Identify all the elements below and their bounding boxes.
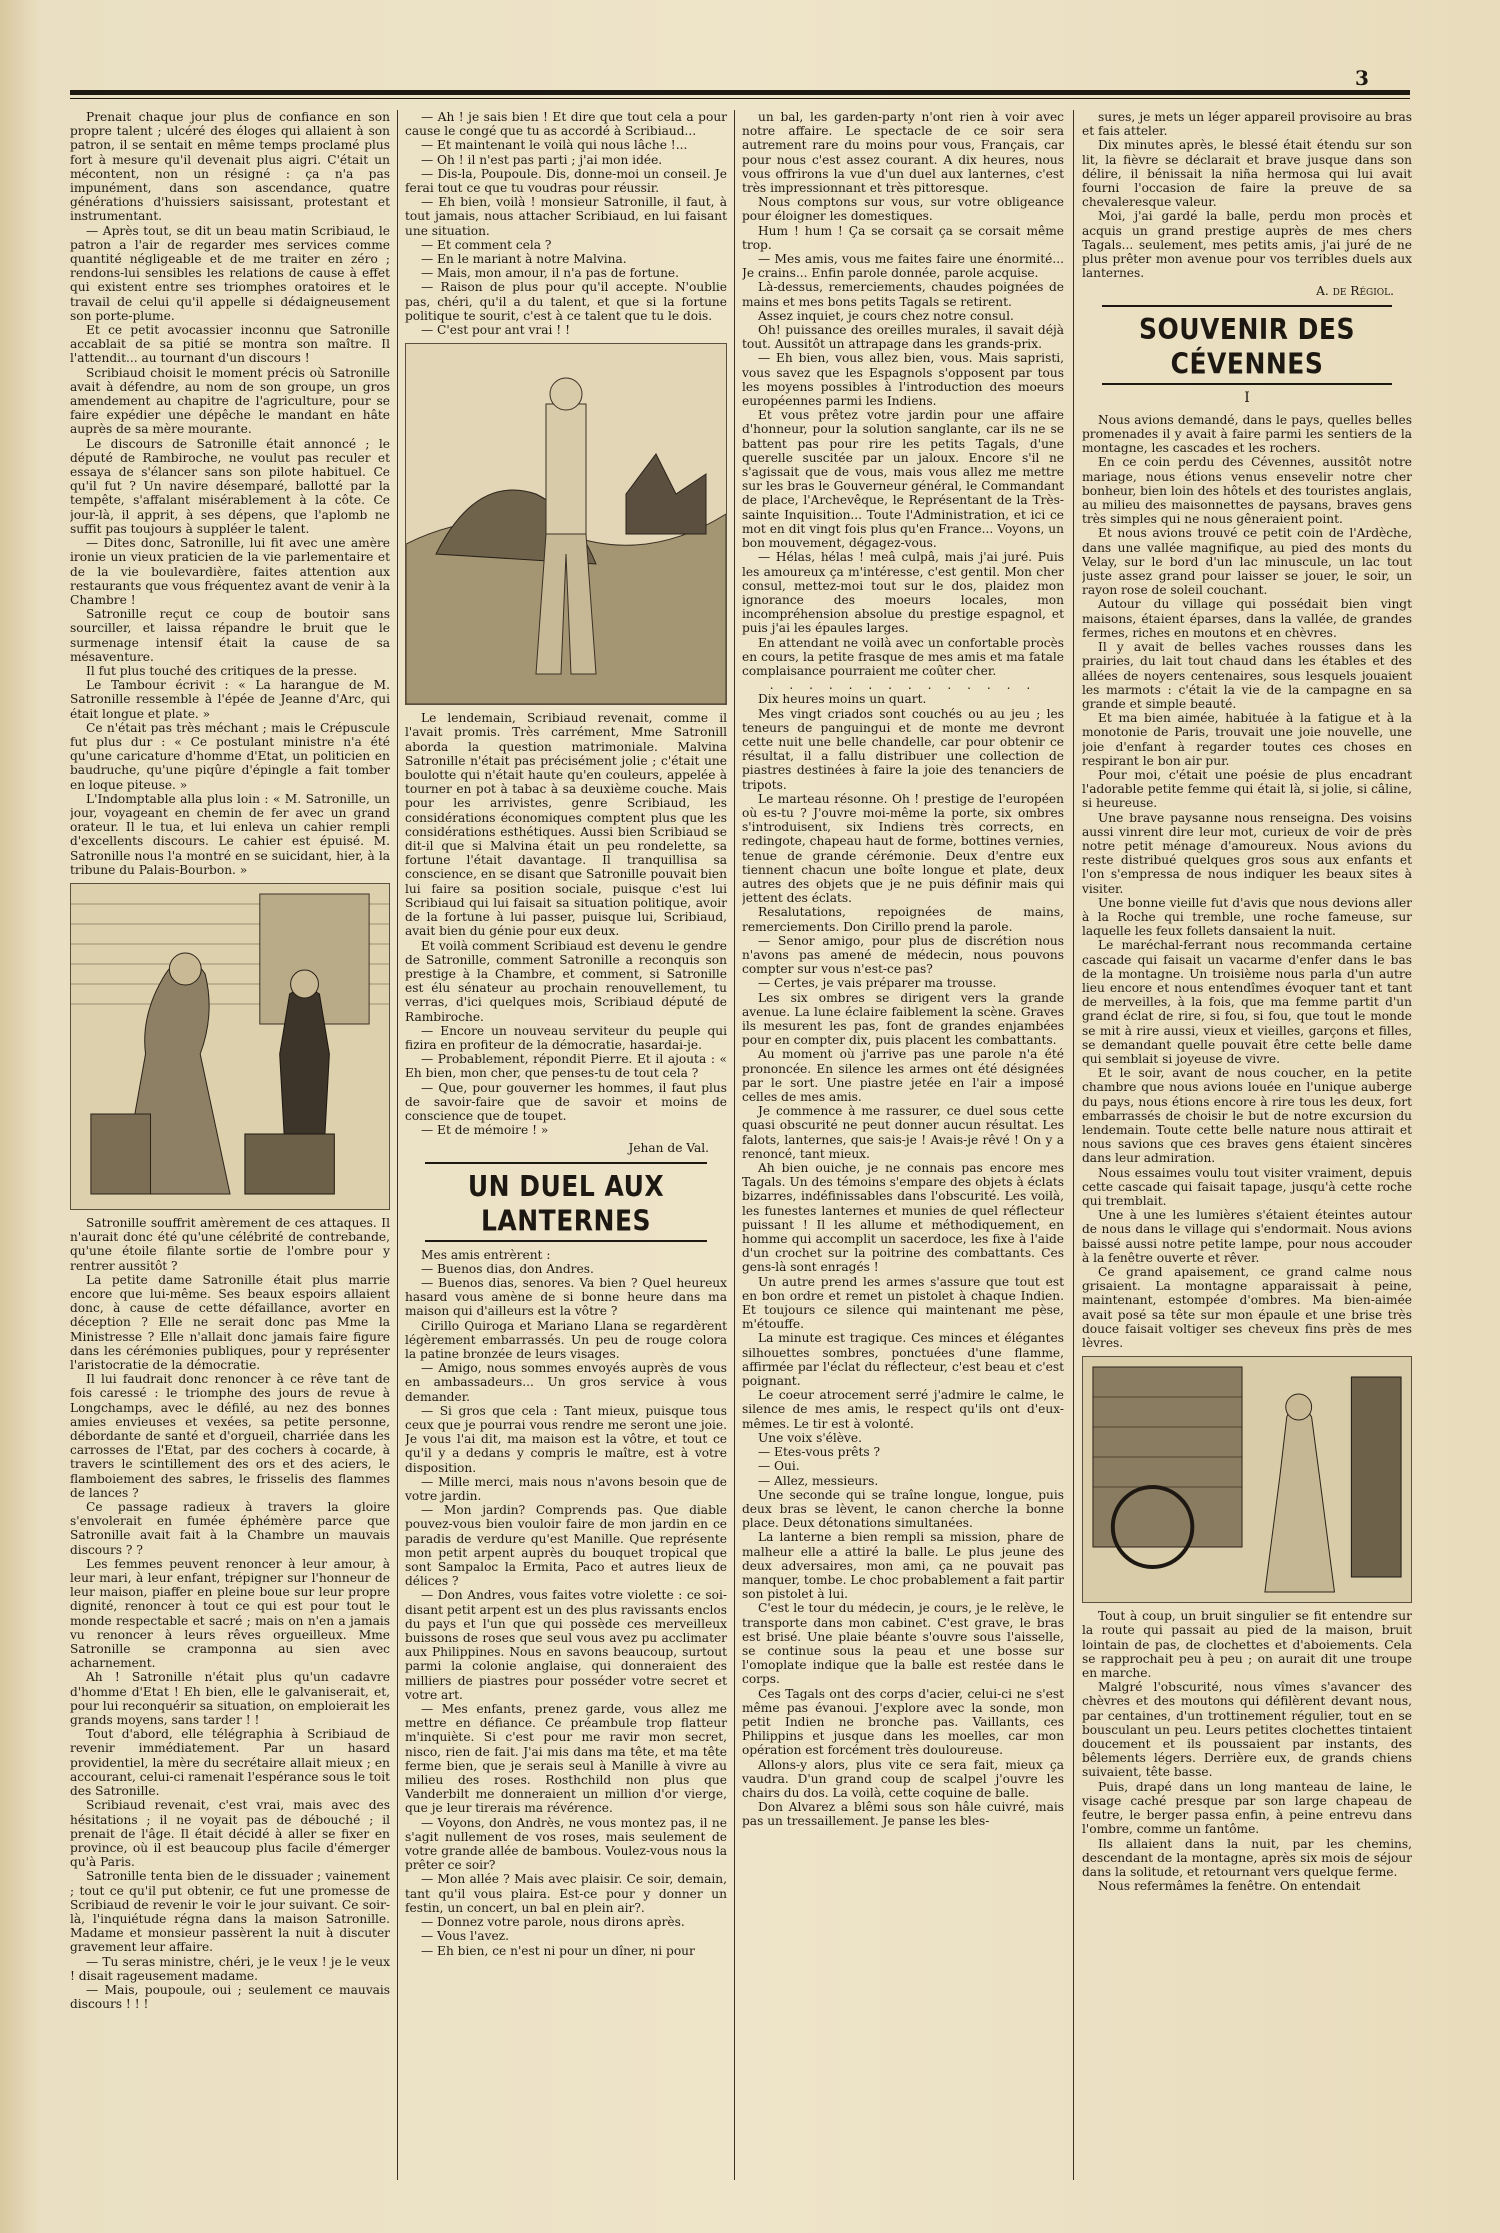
- col1-text-b: [70, 1216, 390, 2011]
- paragraph: Un autre prend les armes s'assure que tout est en bon ordre et remet un pistolet à chaque Indien. Et toujours ce silence qui maintenant me pèse, m'étouffe.: [742, 1274, 1064, 1332]
- paragraph: Les six ombres se dirigent vers la grande avenue. La lune éclaire faiblement la scène. Graves ils mesurent les pas, font de grandes enjambées pour en compter dix, puis placent les combattants.: [742, 990, 1064, 1048]
- column-2: [405, 110, 727, 2180]
- paragraph: Scribiaud choisit le moment précis où Satronille avait à défendre, au nom de son groupe, un gros amendement au chapitre de l'agriculture, pour se faire expédier une dépêche le mandant en hâte auprès de sa mère mourante.: [70, 365, 390, 437]
- paragraph: La lanterne a bien rempli sa mission, phare de malheur elle a attiré la balle. Le plus jeune des deux adversaires, mon ami, ça ne pouvait pas manquer, tombe. Le choc probablement a fait partir son pistolet à lui.: [742, 1530, 1064, 1602]
- paragraph: — Si gros que cela : Tant mieux, puisque tous ceux que je pourrai vous rendre me seront une joie. Je vous l'ai dit, ma maison est la vôtre, et tout ce qu'il y a dedans y compris le maître, est à votre disposition.: [405, 1403, 727, 1475]
- paragraph: — Don Andres, vous faites votre violette : ce soi-disant petit arpent est un des plus ravissants enclos du pays et l'un que qui possède ces merveilleux buissons de roses que seul vous avez pu acclimater aux Philippines. Nous en savons beaucoup, surtout parmi la colonie anglaise, qui donneraient des milliers de piastres pour posséder votre secret et votre art.: [405, 1588, 727, 1702]
- paragraph: Ce passage radieux à travers la gloire s'envolerait en fumée éphémère parce que Satronille avait fait à la Chambre un mauvais discours ? ?: [70, 1500, 390, 1557]
- paragraph: L'Indomptable alla plus loin : « M. Satronille, un jour, voyageant en chemin de fer avec un grand orateur. Il le tua, et lui enleva un cahier rempli d'excellents discours. Le cahier est épuisé. M. Satronille nous l'a montré en se suicidant, hier, à la tribune du Palais-Bourbon. »: [70, 791, 390, 877]
- article-heading: UN DUEL AUX LANTERNES: [467, 1169, 665, 1237]
- paragraph: Et ma bien aimée, habituée à la fatigue et à la monotonie de Paris, trouvait une joie nouvelle, une joie d'enfant à regarder toutes ces choses en respirant le bon air pur.: [1082, 711, 1412, 768]
- window-engraving-icon: [1083, 1357, 1411, 1602]
- paragraph: — Certes, je vais préparer ma trousse.: [758, 976, 997, 991]
- paragraph: Et vous prêtez votre jardin pour une affaire d'honneur, pour la solution sanglante, car ils ne se battent pas pour rire les petits Tagals, d'une querelle suscitée par un jaloux. Encore s'il ne s'agissait que de vous, mais vous allez me mettre sur les bras le Gouverneur général, le Commandant de place, l'Archevêque, le Représentant de la Très-sainte Inquisition... Toute l'Administration, et ici ce mot en dit vingt fois plus qu'en France... Voyons, un bon mouvement, dégagez-vous.: [742, 408, 1064, 551]
- header-rule: [70, 90, 1410, 95]
- paragraph: — Dites donc, Satronille, lui fit avec une amère ironie un vieux praticien de la vie parlementaire et de la vie boulevardière, faites attention aux restaurants que vous fréquentez avant de venir à la Chambre !: [70, 536, 390, 607]
- paragraph: — Buenos dias, don Andres.: [421, 1261, 594, 1276]
- paragraph: Une seconde qui se traîne longue, longue, puis deux bras se lèvent, le canon cherche la bonne place. Deux détonations simultanées.: [742, 1487, 1064, 1531]
- paragraph: Ils allaient dans la nuit, par les chemins, descendant de la montagne, après six mois de séjour dans la solitude, et retournant vers quelque ferme.: [1082, 1836, 1412, 1879]
- paragraph: — Raison de plus pour qu'il accepte. N'oublie pas, chéri, qu'il a du talent, et que si la fortune politique te sourit, c'est à ce talent que tu le dois.: [405, 280, 727, 323]
- paragraph: Et nous avions trouvé ce petit coin de l'Ardèche, dans une vallée magnifique, au pied des monts du Velay, sur le bord d'un lac minuscule, un lac tout juste assez grand pour laisser se jouer, le soir, un rayon rose de soleil couchant.: [1082, 526, 1412, 598]
- paragraph: Dix minutes après, le blessé était étendu sur son lit, la fièvre se déclarait et brave jusque dans son délire, il bénissait la niña hermosa qui lui avait fourni l'occasion de faire la preuve de sa chevaleresque valeur.: [1082, 138, 1412, 210]
- section-number: I: [1244, 389, 1250, 406]
- paragraph: — Dis-la, Poupoule. Dis, donne-moi un conseil. Je ferai tout ce que tu voudras pour réussir.: [405, 166, 727, 196]
- countryside-engraving-icon: [406, 344, 726, 704]
- paragraph: — Que, pour gouverner les hommes, il faut plus de savoir-faire que de savoir et moins de conscience que de toupet.: [405, 1080, 727, 1123]
- paragraph: Et voilà comment Scribiaud est devenu le gendre de Satronille, comment Satronille a reconquis son prestige à la Chambre, et comment, si Satronille est élu sénateur au prochain renouvellement, tu verras, d'ici quelques mois, Scribiaud député de Rambiroche.: [405, 938, 727, 1024]
- paragraph: — Encore un nouveau serviteur du peuple qui fizira en profiteur de la démocratie, hasardai-je.: [405, 1023, 727, 1052]
- paragraph: Je commence à me rassurer, ce duel sous cette quasi obscurité ne peut donner aucun résultat. Les falots, lanternes, que sais-je ! Avais-je rêvé ! On y a renoncé, tant mieux.: [742, 1104, 1064, 1161]
- paragraph: Resalutations, repoignées de mains, remerciements. Don Cirillo prend la parole.: [742, 905, 1064, 934]
- paragraph: Il lui faudrait donc renoncer à ce rêve tant de fois caressé : le triomphe des jours de revue à Longchamps, avec le défilé, au nez des bonnes amies envieuses et vexées, sa petite personne, débordante de santé et d'orgueil, charriée dans les carrosses de l'Etat, par des cochers à cocarde, à travers le scintillement des ors et des aciers, le flamboiement des sabres, le frisselis des flammes de lances ?: [70, 1372, 390, 1500]
- paragraph: Satronille reçut ce coup de boutoir sans sourciller, et laissa répandre le bruit que le surmenage intensif était la cause de sa mésaventure.: [70, 607, 390, 664]
- section-dots: . . . . . . . . . . . . . .: [769, 678, 1037, 693]
- paragraph: Prenait chaque jour plus de confiance en son propre talent ; ulcéré des éloges qui allaient à son patron, il se sentait en même temps proclamé plus fort à mesure qu'il devenait plus aigri. C'était un mécontent, non un résigné : ça n'a pas impunément, dans son ascendance, quatre générations d'huissiers saisissant, protestant et instrumentant.: [70, 110, 390, 224]
- paragraph: Scribiaud revenait, c'est vrai, mais avec des hésitations ; il ne voyait pas de débouché ; il prenait de l'âge. Il était décidé à aller se fixer en province, où il est beaucoup plus facile d'émerger qu'à Paris.: [70, 1798, 390, 1870]
- heading-rule: [1102, 305, 1392, 307]
- paragraph: Et le soir, avant de nous coucher, en la petite chambre que nous avions louée en l'unique auberge du pays, nous étions encore à rire tous les deux, fort embarrassés de choisir le but de notre excursion du lendemain. Toute cette belle nature nous attirait et nous savions que ces braves gens étaient sincères dans leur admiration.: [1082, 1066, 1412, 1166]
- paragraph: Tout à coup, un bruit singulier se fit entendre sur la route qui passait au pied de la maison, bruit lointain de pas, de clochettes et d'aboiements. Cela se rapprochait peu à peu ; on aurait dit une troupe en marche.: [1082, 1609, 1412, 1681]
- paragraph: Puis, drapé dans un long manteau de laine, le visage caché presque par son large chapeau de feutre, le berger passa enfin, à peine entrevu dans l'ombre, comme un fantôme.: [1082, 1779, 1412, 1837]
- engraving-countryside-illustration: [405, 343, 727, 705]
- paragraph: Malgré l'obscurité, nous vîmes s'avancer des chèvres et des moutons qui défilèrent devant nous, par centaines, d'un trottinement régulier, tout en se bousculant un peu. Leurs petites clochettes tintaient doucement et ils poussaient par instants, des bêlements légers. Derrière eux, de grands chiens suivaient, tête basse.: [1082, 1680, 1412, 1780]
- paragraph: — En le mariant à notre Malvina.: [421, 252, 627, 267]
- header-rule-thin: [70, 98, 1410, 99]
- paragraph: Moi, j'ai gardé la balle, perdu mon procès et acquis un grand prestige auprès de mes chers Tagals... seulement, mes petits amis, j'ai juré de ne plus prêter mon avenue pour vos terribles duels aux lanternes.: [1082, 209, 1412, 281]
- col2-text-b: [405, 711, 727, 1137]
- col4-text-a: [1082, 110, 1412, 280]
- paragraph: — Mon jardin? Comprends pas. Que diable pouvez-vous bien vouloir faire de mon jardin en ce paradis de verdure qu'est Manille. Que représente mon petit arpent auprès du bouquet tropical que sont Sampaloc la Ermita, Paco et autres lieux de délices ?: [405, 1503, 727, 1589]
- col1-text-a: [70, 110, 390, 877]
- col3-text-b: [742, 692, 1064, 1828]
- paragraph: — C'est pour ant vrai ! !: [421, 323, 570, 338]
- paragraph: — Buenos dias, senores. Va bien ? Quel heureux hasard vous amène de si bonne heure dans ma maison qui d'ailleurs est la vôtre ?: [405, 1275, 727, 1319]
- heading-rule: [1102, 383, 1392, 385]
- paragraph: un bal, les garden-party n'ont rien à voir avec notre affaire. Le spectacle de ce soir sera autrement rare du moins pour vous, Français, car pour nous c'est assez courant. A dix heures, nous vous offrirons la vue d'un duel aux lanternes, c'est très impressionnant et très pittoresque.: [742, 110, 1064, 196]
- paragraph: Nous comptons sur vous, sur votre obligeance pour éloigner les domestiques.: [742, 195, 1064, 224]
- column-4: [1082, 110, 1412, 2180]
- paragraph: Satronille tenta bien de le dissuader ; vainement ; tout ce qu'il put obtenir, ce fut une promesse de Scribiaud de revenir le voir le jour suivant. Ce soir-là, l'inquiétude régna dans la maison Satronille. Madame et monsieur passèrent la nuit à discuter gravement leur affaire.: [70, 1869, 390, 1955]
- paragraph: Allons-y alors, plus vite ce sera fait, mieux ça vaudra. D'un grand coup de scalpel j'ouvre les chairs du dos. La voilà, cette coquine de balle.: [742, 1757, 1064, 1800]
- paragraph: Ce n'était pas très méchant ; mais le Crépuscule fut plus dur : « Ce postulant ministre n'a été qu'une caricature d'homme d'Etat, un politicien en baudruche, qu'une piqûre d'épingle a fait tomber en loque piteuse. »: [70, 720, 390, 792]
- paragraph: Là-dessus, remerciements, chaudes poignées de mains et mes bons petits Tagals se retirent.: [742, 280, 1064, 309]
- heading-rule: [425, 1162, 707, 1164]
- paragraph: — Et comment cela ?: [421, 237, 552, 252]
- column-divider: [734, 110, 735, 2180]
- paragraph: — Mon allée ? Mais avec plaisir. Ce soir, demain, tant qu'il vous plaira. Est-ce pour y donner un festin, un concert, un bal en plein air?.: [405, 1872, 727, 1915]
- paragraph: Assez inquiet, je cours chez notre consul.: [758, 308, 1014, 323]
- paragraph: Il y avait de belles vaches rousses dans les prairies, du lait tout chaud dans les étables et des allées de noyers centenaires, sous lesquels jouaient les marmots : c'était la vie de la campagne en sa grande et simple beauté.: [1082, 640, 1412, 711]
- paragraph: Don Alvarez a blêmi sous son hâle cuivré, mais pas un tressaillement. Je panse les bles-: [742, 1800, 1064, 1829]
- paragraph: Les femmes peuvent renoncer à leur amour, à leur mari, à leur enfant, trépigner sur l'honneur de leur maison, piaffer en pleine boue sur leur propre dignité, renoncer à tout ce qui est pour tout le monde respectable et sacré ; mais on n'en a jamais vu renoncer à leurs rêves orgueilleux. Mme Satronille se cramponna au sien avec acharnement.: [70, 1556, 390, 1671]
- col4-text-c: [1082, 1609, 1412, 1893]
- paragraph: — Donnez votre parole, nous dirons après.: [421, 1915, 685, 1930]
- paragraph: Ces Tagals ont des corps d'acier, celui-ci ne s'est même pas évanoui. J'explore avec la sonde, mon petit Indien ne bronche pas. Vaillants, ces Philippins et jusque dans les moelles, car mon opération est forcément très douloureuse.: [742, 1686, 1064, 1758]
- paragraph: La minute est tragique. Ces minces et élégantes silhouettes sombres, ponctuées d'une flamme, affirmée par l'éclat du réflecteur, c'est beau et c'est poignant.: [742, 1331, 1064, 1389]
- paragraph: — Mais, mon amour, il n'a pas de fortune.: [421, 266, 680, 281]
- paragraph: En attendant ne voilà avec un confortable procès en cours, la petite frasque de mes amis et ma fatale complaisance pourraient me coûter cher.: [742, 635, 1064, 678]
- paragraph: C'est le tour du médecin, je cours, je le relève, le transporte dans mon cabinet. C'est grave, le bras est brisé. Une plaie béante s'ouvre sous l'aisselle, se continue sous la peau et une bosse sur l'omoplate indique que la balle est restée dans le corps.: [742, 1601, 1064, 1687]
- paragraph: Le Tambour écrivit : « La harangue de M. Satronille ressemble à l'épée de Jeanne d'Arc, qui était longue et plate. »: [70, 678, 390, 721]
- paragraph: La petite dame Satronille était plus marrie encore que lui-même. Ses beaux espoirs allaient donc, à cause de cette défaillance, avorter en déception ? Elle ne serait donc pas Mme la Ministresse ? Elle n'allait donc jamais faire figure dans les cérémonies publiques, pour y représenter l'aristocratie de la démocratie.: [70, 1272, 390, 1372]
- paragraph: Satronille souffrit amèrement de ces attaques. Il n'aurait donc été qu'une célébrité de contrebande, qu'une étoile filante sortie de l'ombre pour y rentrer aussitôt ?: [70, 1215, 390, 1273]
- article-heading: SOUVENIR DES CÉVENNES: [1139, 312, 1355, 380]
- paragraph: — Allez, messieurs.: [758, 1473, 879, 1488]
- paragraph: — Probablement, répondit Pierre. Et il ajouta : « Eh bien, mon cher, que penses-tu de tout cela ?: [405, 1052, 727, 1081]
- paragraph: Il fut plus touché des critiques de la presse.: [86, 663, 358, 678]
- paragraph: Ah bien ouiche, je ne connais pas encore mes Tagals. Un des témoins s'empare des objets à éclats bizarres, indéfinissables dans l'obscurité. Les voilà, les funestes lanternes et munies de quel réflecteur puissant ! Il les allume et méthodiquement, en homme qui accomplit un sacerdoce, les fixe à l'aide d'un crochet sur la poitrine des combattants. Ces gens-là sont enragés !: [742, 1161, 1064, 1275]
- paragraph: — Oui.: [758, 1459, 800, 1474]
- paragraph: — Vous l'avez.: [421, 1929, 509, 1944]
- paragraph: En ce coin perdu des Cévennes, aussitôt notre mariage, nous étions venus ensevelir notre cher bonheur, bien loin des hôtels et des touristes anglais, au milieu des maisonnettes de paysans, braves gens très simples qui ne nous gêneraient point.: [1082, 455, 1412, 527]
- paragraph: — Mille merci, mais nous n'avons besoin que de votre jardin.: [405, 1474, 727, 1503]
- article-signature: Jehan de Val.: [628, 1141, 709, 1156]
- column-3: [742, 110, 1064, 2180]
- column-1: [70, 110, 390, 2180]
- paragraph: Le discours de Satronille était annoncé ; le député de Rambiroche, ne voulut pas reculer et essaya de s'élancer sans son pilote habituel. Ce qu'il fut ? Un navire désemparé, ballotté par la tempête, s'affalant misérablement à la côte. Ce jour-là, il apprit, à ses dépens, que l'aplomb ne suffit pas toujours à suppléer le talent.: [70, 436, 390, 536]
- couple-engraving-icon: [71, 884, 389, 1209]
- paragraph: sures, je mets un léger appareil provisoire au bras et fais atteler.: [1082, 110, 1412, 139]
- article-signature: A. de Régiol.: [1316, 284, 1394, 299]
- paragraph: — Hélas, hélas ! meâ culpâ, mais j'ai juré. Puis les amoureux ça m'intéresse, c'est gentil. Mon cher consul, mettez-moi tout sur le dos, plaidez mon ignorance des moeurs locales, mon incompréhension absolue du prestige espagnol, et puis j'ai les épaules larges.: [742, 550, 1064, 636]
- paragraph: Nous avions demandé, dans le pays, quelles belles promenades il y avait à faire parmi les sentiers de la montagne, les cascades et les rochers.: [1082, 412, 1412, 456]
- paragraph: Le maréchal-ferrant nous recommanda certaine cascade qui faisait un vacarme d'enfer dans le bas de la montagne. Un troisième nous parla d'un autre lieu encore et nous entendîmes évoquer tant et tant de merveilles, à la fois, que ma femme partit d'un grand éclat de rire, si fou, si fou, que tout le monde se mit à rire aussi, vieux et vieilles, garçons et filles, se demandant quelle pouvait être cette belle dame qui semblait si joyeuse de vivre.: [1082, 938, 1412, 1066]
- engraving-window-illustration: [1082, 1356, 1412, 1603]
- paragraph: Autour du village qui possédait bien vingt maisons, étaient éparses, dans la vallée, de grandes fermes, riches en moutons et en chèvres.: [1082, 597, 1412, 640]
- paragraph: — Senor amigo, pour plus de discrétion nous n'avons pas amené de médecin, nous pouvons compter sur vous n'est-ce pas?: [742, 933, 1064, 977]
- paragraph: Cirillo Quiroga et Mariano Llana se regardèrent légèrement embarrassés. Un peu de rouge colora la patine bronzée de leurs visages.: [405, 1318, 727, 1361]
- paragraph: — Eh bien, ce n'est ni pour un dîner, ni pour: [421, 1943, 695, 1958]
- paragraph: Ah ! Satronille n'était plus qu'un cadavre d'homme d'Etat ! Eh bien, elle le galvaniserait, et, pour lui reconquérir sa situation, on emploierait les grands moyens, sans tarder ! !: [70, 1670, 390, 1728]
- paragraph: Une voix s'élève.: [758, 1430, 862, 1445]
- paragraph: Le lendemain, Scribiaud revenait, comme il l'avait promis. Très carrément, Mme Satronill aborda la question matrimoniale. Malvina Satronille n'était pas précisément jolie ; c'était une boulotte qui n'était haute qu'en couleurs, appelée à tourner en pot à tabac à sa deuxième couche. Mais pour les arrivistes, genre Scribiaud, les considérations économiques comptent plus que les considérations esthétiques. Aussi bien Scribiaud se dit-il que si Malvina était un peu rondelette, sa fortune l'était davantage. Il tranquillisa sa conscience, en se disant que Satronille pouvait bien lui faire sa position sociale, puisque c'est lui Scribiaud qui lui faisait sa situation politique, avoir de la fortune à lui passer, puisque lui, Scribiaud, avait bien du génie pour eux deux.: [405, 711, 727, 939]
- paragraph: Mes vingt criados sont couchés ou au jeu ; les teneurs de panguingui et de monte me devront cette nuit une belle chandelle, car pour obtenir ce résultat, il a fallu distribuer une collection de piastres destinées à faire la joie des tenanciers de tripots.: [742, 706, 1064, 792]
- engraving-couple-illustration: [70, 883, 390, 1210]
- paragraph: Le marteau résonne. Oh ! prestige de l'européen où es-tu ? J'ouvre moi-même la porte, six ombres s'introduisent, six Indiens très corrects, en redingote, chapeau haut de forme, bottines vernies, tenue de grande cérémonie. Deux d'entre eux tiennent chacun une boîte longue et plate, deux autres des objets que je ne puis définir mais qui jettent des éclats.: [742, 791, 1064, 906]
- paragraph: Nous refermâmes la fenêtre. On entendait: [1098, 1879, 1361, 1894]
- paragraph: — Et maintenant le voilà qui nous lâche !...: [421, 138, 688, 153]
- paragraph: Et ce petit avocassier inconnu que Satronille accablait de sa pitié se montra son maître. Il l'attendit... au tournant d'un discours !: [70, 323, 390, 366]
- paragraph: Ce grand apaisement, ce grand calme nous grisaient. La montagne apparaissait à peine, maintenant, estompée d'ombres. Ma bien-aimée avait posé sa tête sur mon épaule et une brise très douce faisait voltiger ses cheveux fins près de mes lèvres.: [1082, 1265, 1412, 1351]
- paragraph: — Oh ! il n'est pas parti ; j'ai mon idée.: [421, 152, 663, 167]
- paragraph: — Après tout, se dit un beau matin Scribiaud, le patron a l'air de regarder mes services comme quantité négligeable et de me traiter en zéro ; rendons-lui sensibles les relations de cause à effet qui existent entre ses triomphes oratoires et le travail de celui qu'il appelle si dédaigneusement son porte-plume.: [70, 223, 390, 323]
- paragraph: — Voyons, don Andrès, ne vous montez pas, il ne s'agit nullement de vos roses, mais seulement de votre grande allée de bambous. Voulez-vous nous la prêter ce soir?: [405, 1815, 727, 1873]
- paragraph: Une à une les lumières s'étaient éteintes autour de nous dans le village qui s'endormait. Nous avions baissé aussi notre petite lampe, pour nous accouder à la fenêtre ouverte et rêver.: [1082, 1208, 1412, 1265]
- heading-rule: [425, 1240, 707, 1242]
- paragraph: — Ah ! je sais bien ! Et dire que tout cela a pour cause le congé que tu as accordé à Scribiaud...: [405, 110, 727, 139]
- column-divider: [397, 110, 398, 2180]
- paragraph: Au moment où j'arrive pas une parole n'a été prononcée. En silence les armes ont été désignées par le sort. Une piastre jetée en l'air a imposé celles de mes amis.: [742, 1047, 1064, 1105]
- paragraph: Une bonne vieille fut d'avis que nous devions aller à la Roche qui tremble, une roche fameuse, sur laquelle les feux follets dansaient la nuit.: [1082, 895, 1412, 939]
- paragraph: Tout d'abord, elle télégraphia à Scribiaud de revenir immédiatement. Par un hasard providentiel, la mère du secrétaire allait mieux ; en accourant, celui-ci ramenait l'espérance sous le toit des Satronille.: [70, 1727, 390, 1799]
- paragraph: — Amigo, nous sommes envoyés auprès de vous en ambassadeurs... Un gros service à vous demander.: [405, 1361, 727, 1404]
- col4-text-b: [1082, 413, 1412, 1350]
- paragraph: — Mes amis, vous me faites faire une énormité... Je crains... Enfin parole donnée, parole acquise.: [742, 252, 1064, 281]
- paragraph: Dix heures moins un quart.: [758, 692, 927, 707]
- paragraph: Pour moi, c'était une poésie de plus encadrant l'adorable petite femme qui était là, si jolie, si câline, si heureuse.: [1082, 767, 1412, 811]
- column-divider: [1073, 110, 1074, 2180]
- paragraph: — Mais, poupoule, oui ; seulement ce mauvais discours ! ! !: [70, 1982, 390, 2012]
- paragraph: Mes amis entrèrent :: [421, 1247, 551, 1262]
- col2-text-a: [405, 110, 727, 337]
- paragraph: — Tu seras ministre, chéri, je le veux ! je le veux ! disait rageusement madame.: [70, 1954, 390, 1983]
- paragraph: — Et de mémoire ! »: [421, 1123, 549, 1138]
- col2-text-c: [405, 1248, 727, 1958]
- page-number: 3: [1355, 66, 1369, 90]
- paragraph: — Etes-vous prêts ?: [758, 1445, 881, 1460]
- col3-text-a: [742, 110, 1064, 678]
- paragraph: Hum ! hum ! Ça se corsait ça se corsait même trop.: [742, 223, 1064, 252]
- paragraph: — Mes enfants, prenez garde, vous allez me mettre en défiance. Ce préambule trop flatteur m'inquiète. Si c'est pour me ravir mon secret, nisco, rien de fait. J'ai mis dans ma tête, et ma tête ferme bien, que je serais seul à Manille à vivre au milieu des roses. Rosthchild non plus que Vanderbilt me donneraient un million d'or vierge, que je leur tirerais ma révérence.: [405, 1702, 727, 1816]
- paragraph: Le coeur atrocement serré j'admire le calme, le silence de mes amis, le respect qu'ils ont d'eux-mêmes. Le tir est à volonté.: [742, 1388, 1064, 1431]
- paragraph: — Eh bien, voilà ! monsieur Satronille, il faut, à tout jamais, nous attacher Scribiaud, en lui faisant une situation.: [405, 195, 727, 238]
- paragraph: Oh! puissance des oreilles murales, il savait déjà tout. Aussitôt un attrapage dans les grands-prix.: [742, 323, 1064, 352]
- paragraph: Nous essaimes voulu tout visiter vraiment, depuis cette cascade qui faisait tapage, jusqu'à cette roche qui tremblait.: [1082, 1165, 1412, 1209]
- paragraph: Une brave paysanne nous renseigna. Des voisins aussi vinrent dire leur mot, curieux de voir de près notre petit ménage d'amoureux. Nous avions du reste distribué quelques gros sous aux enfants et l'on s'empressa de nous indiquer les beaux sites à visiter.: [1082, 810, 1412, 896]
- paragraph: — Eh bien, vous allez bien, vous. Mais sapristi, vous savez que les Espagnols s'opposent par tous les moyens possibles à l'introduction des moeurs européennes parmi les Indiens.: [742, 351, 1064, 409]
